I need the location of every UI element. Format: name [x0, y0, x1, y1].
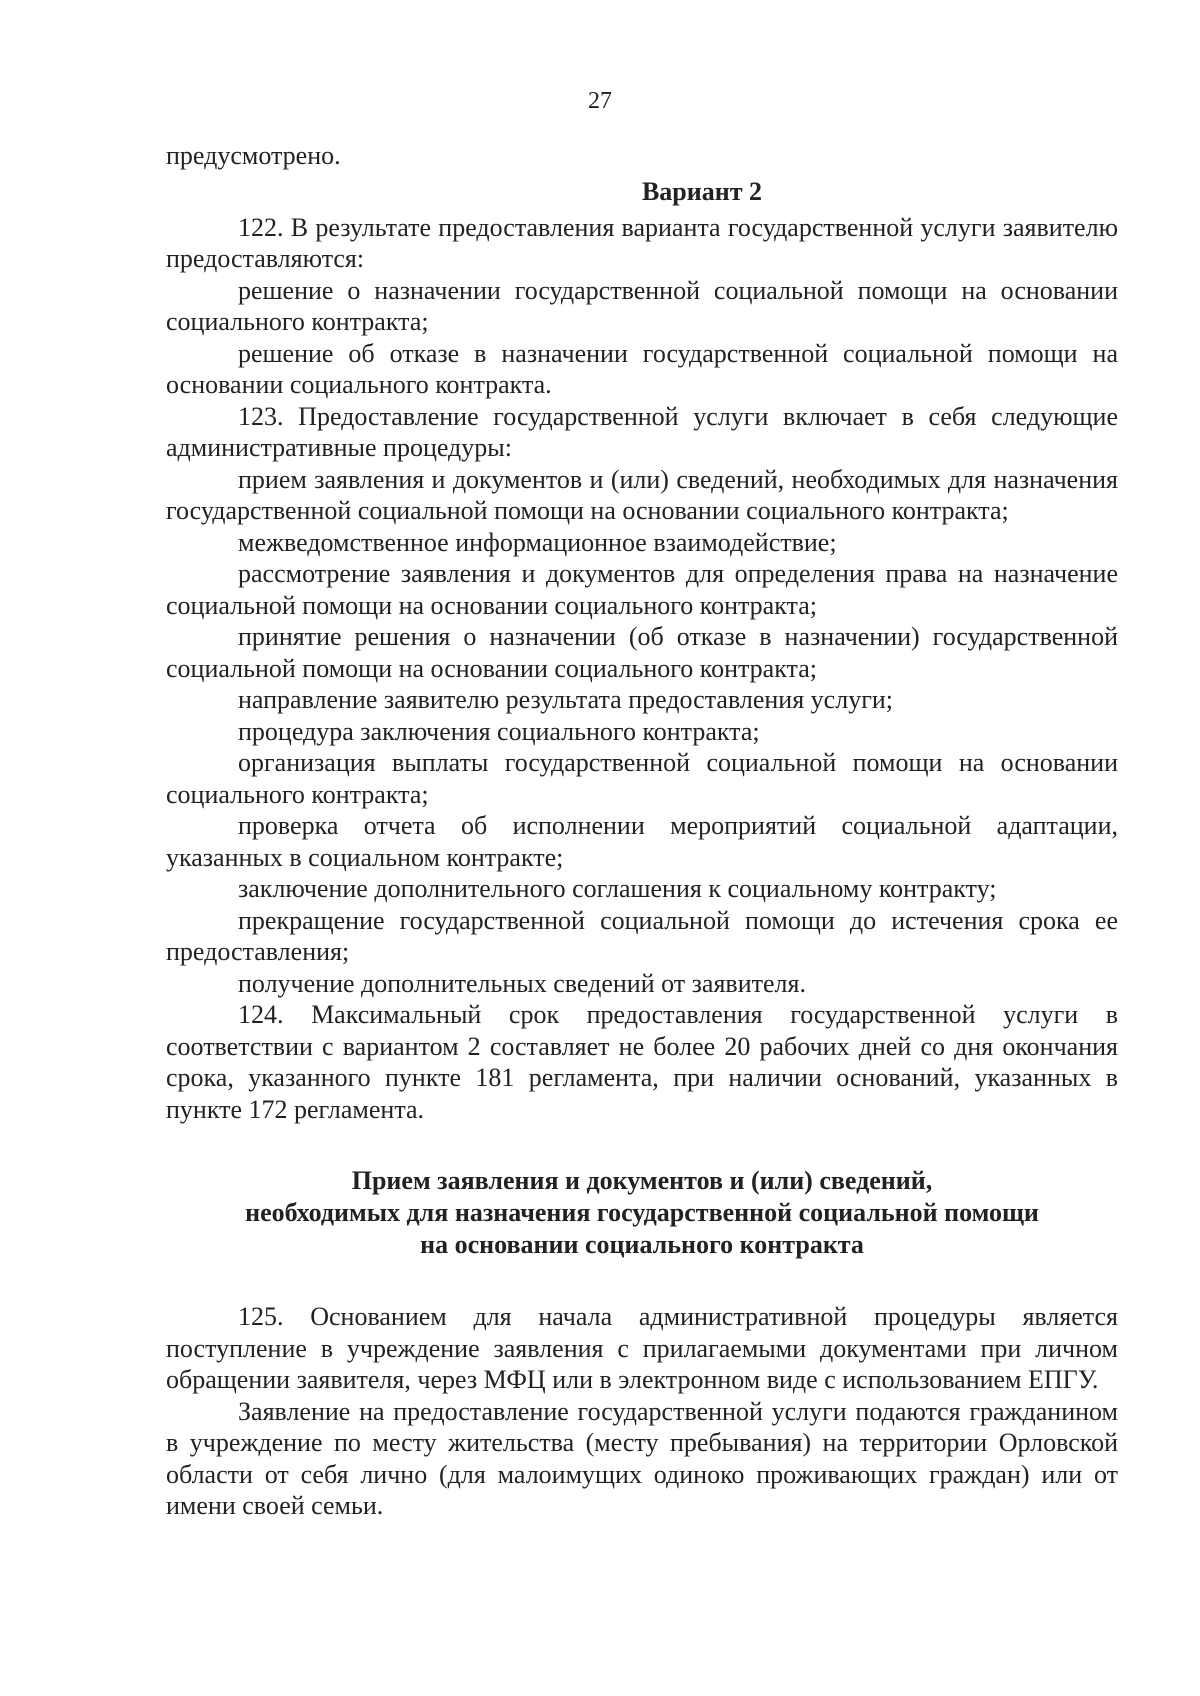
paragraph-123: 123. Предоставление государственной услуги включает в себя следующие административные процедуры: — [166, 401, 1118, 462]
section-heading-line-1: Прием заявления и документов и (или) сведений, — [351, 1166, 933, 1195]
paragraph-123-item-6: процедура заключения социального контракта; — [238, 716, 760, 746]
document-body — [166, 140, 1118, 1522]
paragraph-123-item-8: проверка отчета об исполнении мероприятий социальной адаптации, указанных в социальном контракте; — [166, 811, 1118, 872]
paragraph-122: 122. В результате предоставления варианта государственной услуги заявителю предоставляются: — [166, 212, 1118, 273]
paragraph-123-item-9: заключение дополнительного соглашения к социальному контракту; — [238, 874, 997, 903]
paragraph-123-item-11: получение дополнительных сведений от заявителя. — [238, 968, 806, 998]
variant-heading: Вариант 2 — [641, 176, 763, 206]
section-heading-line-3: на основании социального контракта — [420, 1230, 864, 1259]
paragraph-123-item-4: принятие решения о назначении (об отказе в назначении) государственной социальной помощи на основании социального контракта; — [166, 622, 1118, 683]
paragraph-123-item-5: направление заявителю результата предоставления услуги; — [238, 685, 893, 714]
section-heading — [166, 1165, 1118, 1261]
paragraph-123-item-7: организация выплаты государственной социальной помощи на основании социального контракта; — [166, 748, 1118, 809]
paragraph-122-item-1: решение о назначении государственной социальной помощи на основании социального контракта; — [166, 275, 1118, 336]
paragraph-123-item-2: межведомственное информационное взаимодействие; — [238, 527, 837, 557]
paragraph-124: 124. Максимальный срок предоставления государственной услуги в соответствии с вариантом 2 составляет не более 20 рабочих дней со дня окончания срока, указанного пункте 181 регламента, при наличии оснований, указанных в пункте 172 регламента. — [166, 1000, 1118, 1124]
paragraph-123-item-3: рассмотрение заявления и документов для определения права на назначение социальной помощи на основании социального контракта; — [166, 559, 1118, 620]
paragraph-123-item-10: прекращение государственной социальной помощи до истечения срока ее предоставления; — [166, 905, 1118, 966]
section-heading-line-2: необходимых для назначения государственной социальной помощи — [245, 1198, 1039, 1227]
paragraph-continuation: предусмотрено. — [166, 141, 341, 170]
paragraph-123-item-1: прием заявления и документов и (или) сведений, необходимых для назначения государственной социальной помощи на основании социального контракта; — [166, 464, 1118, 525]
paragraph-125-continuation: Заявление на предоставление государственной услуги подаются гражданином в учреждение по месту жительства (месту пребывания) на территории Орловской области от себя лично (для малоимущих одиноко проживающих граждан) или от имени своей семьи. — [166, 1396, 1118, 1520]
page-number: 27 — [588, 88, 612, 114]
paragraph-125: 125. Основанием для начала административной процедуры является поступление в учреждение заявления с прилагаемыми документами при личном обращении заявителя, через МФЦ или в электронном виде с использованием ЕПГУ. — [166, 1302, 1118, 1394]
paragraph-122-item-2: решение об отказе в назначении государственной социальной помощи на основании социального контракта. — [166, 338, 1118, 399]
